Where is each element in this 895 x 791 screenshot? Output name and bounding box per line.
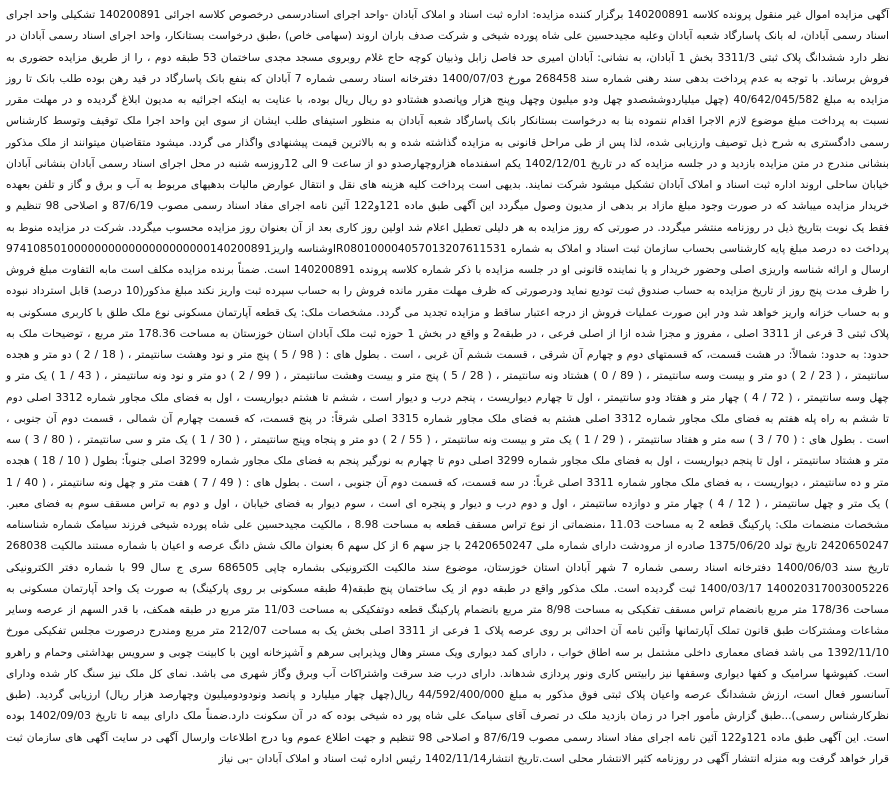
auction-notice-text: آگهی مزایده اموال غیر منقول پرونده کلاسه 140200891 برگزار کننده مزایده: اداره ثبت اسناد و املاک آبادان -واحد اجرای اسنادرسمی درخصوص کلاسه اجرائی 140200891 تشکیلی واحد اجرای اسناد رسمی آبادان، له بانک پاسارگاد شعبه آبادان وعلیه مجیدحسین علی شاه پورده شیخی و شرکت صدف باران اروند (سهامی خاص) ،طبق درخواست بستانکار، واحد اجرای اسناد رسمی آبادان در نظر دارد ششدانگ پلاک ثبتی 3311/3 بخش 1 آبادان، به نشانی: آبادان امیری حد فاصل زابل وذبیان کوچه حاج غلام روبروی مسجد مجدی ساختمان 53 طبقه دوم ، را از طریق مزایده حضوری به فروش برساند. با توجه به عدم پرداخت بدهی سند رهنی شماره سند 268458 مورخ 1400/07/03 دفترخانه اسناد رسمی شماره 7 آبادان که بنفع بانک پاسارگاد در قید رهن بوده طلب بانک تا روز مزایده به مبلغ 40/642/045/582 (چهل میلیاردوششصدو چهل ودو میلیون وچهل وپنج هزار وپانصدو هشتادو دو ریال ریال بوده، با عنایت به اینکه اجرائیه به مدیون ابلاغ گردیده و در مهلت مقرر نسبت به پرداخت مبلغ موضوع لازم الاجرا اقدام ننموده بنا به درخواست بستانکار بانک پاسارگاد شعبه آبادان به منظور استیفای طلب ایشان از سوی این واحد اجرا ملک توقیف وتوسط کارشناس رسمی دادگستری به شرح ذیل توصیف وارزیابی شده، لذا پس از طی مراحل قانونی به مزایده گذاشته شده و به بالاترین قیمت پیشنهادی واگذار می گردد. میشود متقاضیان میتوانند از ملک مذکور بنشانی مندرج در متن مزایده بازدید و در جلسه مزایده که در تاریخ 1402/12/01 یکم اسفندماه هزاروچهارصدو دو از ساعت 9 الی 12روزسه شنبه در محل اجرای اسناد رسمی آبادان بنشانی آبادان خیابان ساحلی اروند اداره ثبت اسناد و املاک آبادان تشکیل میشود شرکت نمایند. بدیهی است پرداخت کلیه هزینه های نقل و انتقال عوارض مالیات بدهیهای مربوط به آب و برق و گاز و تلفن بعهده خریدار مزایده میباشد که در صورت وجود مبلغ مازاد بر بدهی از مدیون وصول میگردد این آگهی طبق ماده 121و122 آئین نامه اجرای مفاد اسناد رسمی مصوب 87/6/19 و اصلاحی 98 تنظیم و فقط یک نوبت بتاریخ ذیل در روزنامه منتشر میگردد. در صورتی که روز مزایده به هر دلیلی تعطیل اعلام شد اولین روز کاری بعد از آن بعنوان روز مزایده محسوب میگردد. شرکت در مزایده منوط به پرداخت ده درصد مبلغ پایه کارشناسی بحساب سازمان ثبت اسناد و املاک به شماره IR080100004057013207611531وشناسه واریز974108501000000000000000000000140200891 ارسال و ارائه شناسه واریزی اصلی وحضور خریدار و یا نماینده قانونی او در جلسه مزایده با ذکر شماره کلاسه پرونده 140200891 است. ضمناً برنده مزایده مکلف است مابه التفاوت مبلغ فروش را ظرف مدت پنج روز از تاریخ مزایده به حساب صندوق ثبت تودیع نماید ودرصورتی که ظرف مهلت مقرر مانده فروش را به حساب سپرده ثبت واریز نکند مبلغ مذکور(10 درصد) قابل استرداد نبوده و به حساب خزانه واریز خواهد شد ودر این صورت عملیات فروش از درجه اعتبار ساقط و مزایده تجدید می گردد. مشخصات ملک: یک قطعه آپارتمان مسکونی نوع ملک طلق با کاربری مسکونی به پلاک ثبتی 3 فرعی از 3311 اصلی ، مفروز و مجزا شده ازا از اصلی فرعی ، در طبقه2 و واقع در بخش 1 حوزه ثبت ملک آبادان استان خوزستان به مساحت 178.36 متر مربع ، توضیحات ملک به حدود: به حدود: شمالاً: در هشت قسمت، که قسمتهای دوم و چهارم آن شرقی ، قسمت ششم آن غربی ، است . بطول های : ( 98 / 5 ) پنج متر و نود وهشت سانتیمتر ، ( 18 / 2 ) دو متر و هجده سانتیمتر ، ( 23 / 2 ) دو متر و بیست وسه سانتیمتر ، ( 89 / 0 ) هشتاد ونه سانتیمتر ، ( 28 / 5 ) پنج متر و بیست وهشت سانتیمتر ، ( 99 / 2 ) دو متر و نود ونه سانتیمتر ، ( 43 / 1 ) یک متر و چهل وسه سانتیمتر ، ( 72 / 4 ) چهار متر و هفتاد ودو سانتیمتر ، اول تا چهارم دیواریست ، پنجم درب و دیوار است ، ششم تا هشتم دیواریست ، اول به فضای ملک مجاور شماره 3312 اصلی دوم تا ششم به راه پله هفتم به فضای ملک مجاور شماره 3312 اصلی هشتم به فضای ملک مجاور شماره 3315 اصلی شرقاً: در پنج قسمت، که قسمت چهارم آن شمالی ، قسمت دوم آن جنوبی ، است . بطول های : ( 70 / 3 ) سه متر و هفتاد سانتیمتر ، ( 29 / 1 ) یک متر و بیست ونه سانتیمتر ، ( 55 / 2 ) دو متر و پنجاه وپنج سانتیمتر ، ( 30 / 1 ) یک متر و سی سانتیمتر ، ( 80 / 3 ) سه متر و هشتاد سانتیمتر ، اول تا پنجم دیواریست ، اول به فضای ملک مجاور شماره 3299 اصلی دوم تا چهارم به نورگیر پنجم به فضای ملک مجاور شماره 3299 اصلی جنوباً: بطول ( 10 / 18 ) هجده متر و ده سانتیمتر ، دیواریست ، به فضای ملک مجاور شماره 3311 اصلی غرباً: در سه قسمت، که قسمت دوم آن جنوبی ، است . بطول های : ( 49 / 7 ) هفت متر و چهل ونه سانتیمتر ، ( 40 / 1 ) یک متر و چهل سانتیمتر ، ( 12 / 4 ) چهار متر و دوازده سانتیمتر ، اول و دوم درب و دیوار و پنجره ای است ، سوم دیوار به فضای خیابان ، اول و دوم به تراس مسقف سوم به فضای معبر. مشخصات منضمات ملک: پارکینگ قطعه 2 به مساحت 11.03 ،منضماتی از نوع تراس مسقف قطعه به مساحت 8.98 ، مالکیت مجیدحسین علی شاه پورده شیخی فرزند سیامک شماره شناسنامه 2420650247 تاریخ تولد 1375/06/20 صادره از مرودشت دارای شماره ملی 2420650247 با جز سهم 6 از کل سهم 6 بعنوان مالک شش دانگ عرصه و اعیان با شماره مستند مالکیت 268038 تاریخ سند 1400/06/03 دفترخانه اسناد رسمی شماره 7 شهر آبادان استان خوزستان، موضوع سند مالکیت الکترونیکی بشماره چاپی 686505 سری ج سال 99 با شماره دفتر الکترونیکی 140020317003005226 1400/03/17 ثبت گردیده است. ملک مذکور واقع در طبقه دوم از یک ساختمان پنج طبقه(4 طبقه مسکونی بر روی پارکینگ) به صورت یک واحد آپارتمان مسکونی به مساحت 178/36 متر مربع بانضمام تراس مسقف تفکیکی به مساحت 8/98 متر مربع بانضمام پارکینگ قطعه دوتفکیکی به مساحت 11/03 متر مربع در طبقه همکف، با قدر السهم از عرصه وسایر مشاعات ومشترکات طبق قانون تملک آپارتمانها وآئین نامه آن احداثی بر روی عرصه پلاک 1 فرعی از 3311 اصلی بخش یک به مساحت 212/07 متر مربع ومندرج درصورت مجلس تفکیکی مورخ 1392/11/10 می باشد فضای معماری داخلی مشتمل بر سه اطاق خواب ، دارای کمد دیواری ویک مستر وهال وپذیرایی سرهم و آشپزخانه اوپن با کابینت چوبی و سرویس بهداشتی وحمام و راهرو است. کفپوشها سرامیک و کفها دیواری وسقفها نیز رابیتس کاری ونور پردازی شدهاند. دارای درب ضد سرقت واشتراکات آب وبرق وگاز شهری می باشد. نمای کل ملک نیز سنگ کار شده ودارای آسانسور فعال است، ارزش ششدانگ عرصه واعیان پلاک ثبتی فوق مذکور به مبلغ 44/592/400/000 ریال(چهل چهار میلیارد و پانصد ونودودومیلیون وچهارصد هزار ریال) ارزیابی گردید. (طبق نظرکارشناس رسمی)...طبق گزارش مأمور اجرا در زمان بازدید ملک در تصرف آقای سیامک علی شاه پور ده شیخی بوده که در آن سکونت دارد.ضمناً ملک دارای بیمه تا تاریخ 1402/09/03 بوده است. این آگهی طبق ماده 121و122 آئین نامه اجرای مفاد اسناد رسمی مصوب 87/6/19 و اصلاحی 98 تنظیم و جهت اطلاع عموم وبا درج اطلاعات وارسال آگهی در سایت آگهی های سازمان ثبت قرار خواهد گرفت وبه منزله انتشار آگهی در روزنامه کثیر الانتشار محلی است.تاریخ انتشار1402/11/14 رئیس اداره ثبت اسناد و املاک آبادان -بی نیاز [6,8,890,765]
